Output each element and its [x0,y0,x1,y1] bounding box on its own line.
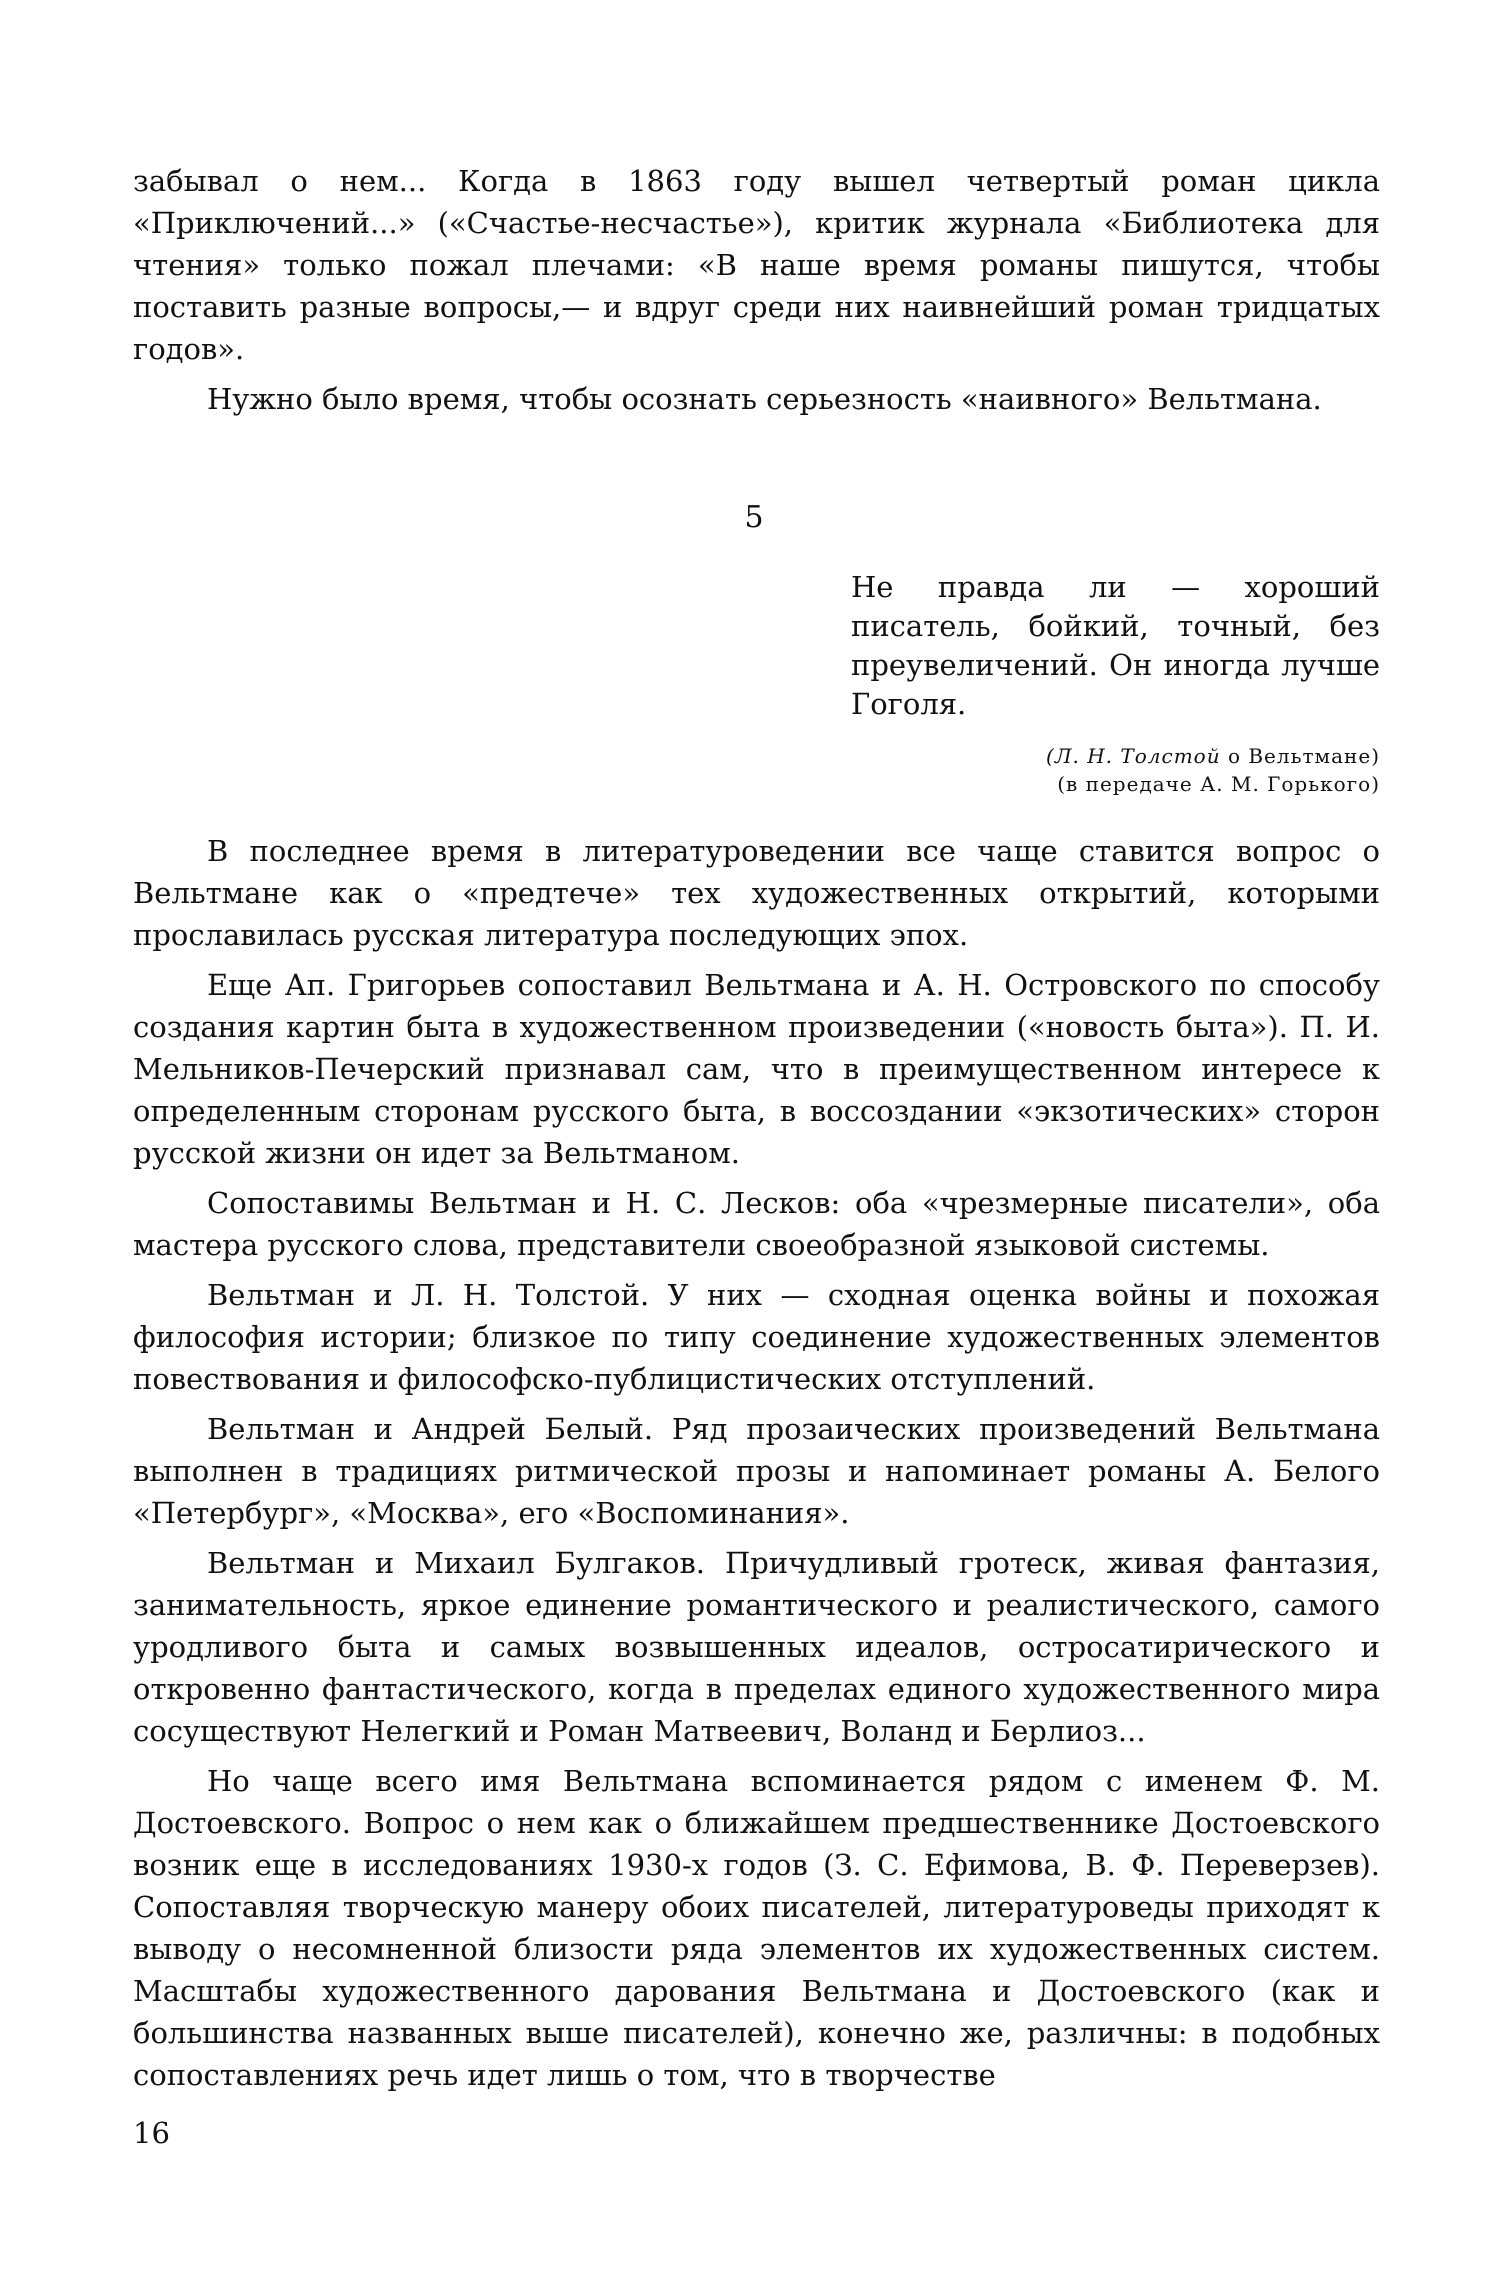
section-number: 5 [744,500,764,535]
paragraph: Сопоставимы Вельтман и Н. С. Лесков: оба «чрезмерные писатели», оба мастера русского слова, представители своеобразной языковой системы. [133,1186,1380,1262]
paragraph: Вельтман и Андрей Белый. Ряд прозаических произведений Вельтмана выполнен в традициях ритмической прозы и напоминает романы А. Белого «Петербург», «Москва», его «Воспоминания». [133,1412,1380,1530]
opening-text [133,160,1380,420]
epigraph-source-line-2: (в передаче А. М. Горького) [1057,772,1380,796]
epigraph-source-rest: о Вельтмане) [1220,744,1380,768]
epigraph-quote: Не правда ли — хороший писатель, бойкий, точный, без преувеличений. Он иногда лучше Гоголя. [851,570,1380,721]
epigraph-source [851,742,1380,798]
epigraph-source-author: (Л. Н. Толстой [1046,744,1221,768]
epigraph [851,568,1380,798]
paragraph: Еще Ап. Григорьев сопоставил Вельтмана и А. Н. Островского по способу создания картин быта в художественном произведении («новость быта»). П. И. Мельников-Печерский признавал сам, что в преимущественном интересе к определенным сторонам русского быта, в воссоздании «экзотических» сторон русской жизни он идет за Вельтманом. [133,968,1380,1170]
page-number: 16 [133,2116,170,2150]
paragraph: Но чаще всего имя Вельтмана вспоминается рядом с именем Ф. М. Достоевского. Вопрос о нем как о ближайшем предшественнике Достоевского возник еще в исследованиях 1930-х годов (З. С. Ефимова, В. Ф. Переверзев). Сопоставляя творческую манеру обоих писателей, литературоведы приходят к выводу о несомненной близости ряда элементов их художественных систем. Масштабы художественного дарования Вельтмана и Достоевского (как и большинства названных выше писателей), конечно же, различны: в подобных сопоставлениях речь идет лишь о том, что в творчестве [133,1764,1380,2092]
paragraph: Нужно было время, чтобы осознать серьезность «наивного» Вельтмана. [207,382,1322,416]
paragraph: Вельтман и Л. Н. Толстой. У них — сходная оценка войны и похожая философия истории; близкое по типу соединение художественных элементов повествования и философско-публицистических отступлений. [133,1278,1380,1396]
paragraph: Вельтман и Михаил Булгаков. Причудливый гротеск, живая фантазия, занимательность, яркое единение романтического и реалистического, самого уродливого быта и самых возвышенных идеалов, остросатирического и откровенно фантастического, когда в пределах единого художественного мира сосуществуют Нелегкий и Роман Матвеевич, Воланд и Берлиоз... [133,1546,1380,1748]
epigraph-source-line [851,742,1380,770]
paragraph: забывал о нем... Когда в 1863 году вышел четвертый роман цикла «Приключений...» («Счастье-несчастье»), критик журнала «Библиотека для чтения» только пожал плечами: «В наше время романы пишутся, чтобы поставить разные вопросы,— и вдруг среди них наивнейший роман тридцатых годов». [133,164,1380,366]
main-text [133,830,1380,2096]
paragraph: В последнее время в литературоведении все чаще ставится вопрос о Вельтмане как о «предтече» тех художественных открытий, которыми прославилась русская литература последующих эпох. [133,834,1380,952]
